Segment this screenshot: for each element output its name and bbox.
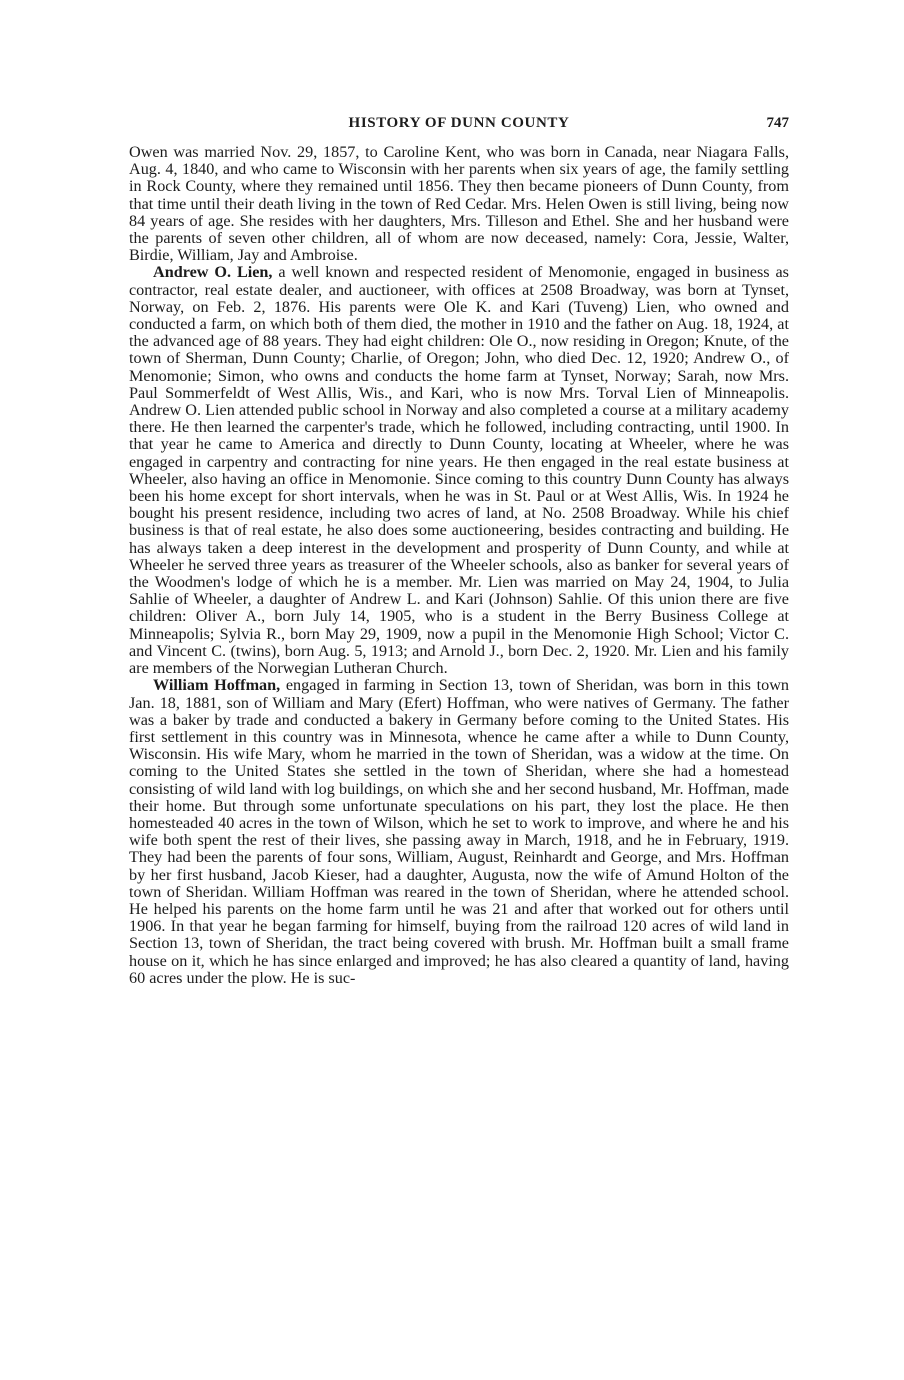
running-header — [129, 113, 789, 135]
running-title: HISTORY OF DUNN COUNTY — [348, 115, 570, 131]
page-number: 747 — [766, 115, 789, 131]
paragraph-lead: Andrew O. Lien, — [153, 263, 273, 282]
paragraph-andrew-lien — [129, 264, 789, 677]
paragraph-text: a well known and respected resident of Menomonie, engaged in business as contractor, real estate dealer, and auctioneer, with offices at 2508 Broadway, was born at Tynset, Norway, on Feb. 2, 1876. His parents were Ole K. and Kari (Tuveng) Lien, who owned and conducted a farm, on which both of them died, the mother in 1910 and the father on Aug. 18, 1924, at the advanced age of 88 years. They had eight children: Ole O., now residing in Oregon; Knute, of the town of Sherman, Dunn County; Charlie, of Oregon; John, who died Dec. 12, 1920; Andrew O., of Menomonie; Simon, who owns and conducts the home farm at Tynset, Norway; Sarah, now Mrs. Paul Sommerfeldt of West Allis, Wis., and Kari, who is now Mrs. Torval Lien of Minneapolis. Andrew O. Lien attended public school in Norway and also completed a course at a military academy there. He then learned the carpenter's trade, which he followed, including contracting, until 1900. In that year he came to America and directly to Dunn County, locating at Wheeler, where he was engaged in carpentry and contracting for nine years. He then engaged in the real estate business at Wheeler, also having an office in Menomonie. Since coming to this country Dunn County has always been his home except for short intervals, when he was in St. Paul or at West Allis, Wis. In 1924 he bought his present residence, including two acres of land, at No. 2508 Broadway. While his chief business is that of real estate, he also does some auctioneering, besides contracting and building. He has always taken a deep interest in the development and prosperity of Dunn County, and while at Wheeler he served three years as treasurer of the Wheeler schools, also as banker for several years of the Woodmen's lodge of which he is a member. Mr. Lien was married on May 24, 1904, to Julia Sahlie of Wheeler, a daughter of Andrew L. and Kari (Johnson) Sahlie. Of this union there are five children: Oliver A., born July 14, 1905, who is a student in the Berry Business College at Minneapolis; Sylvia R., born May 29, 1909, now a pupil in the Menomonie High School; Victor C. and Vincent C. (twins), born Aug. 5, 1913; and Arnold J., born Dec. 2, 1920. Mr. Lien and his family are members of the Norwegian Lutheran Church. — [129, 263, 789, 678]
paragraph-william-hoffman — [129, 677, 789, 987]
paragraph-lead: William Hoffman, — [153, 676, 281, 695]
paragraph-owen — [129, 144, 789, 264]
body-text — [129, 144, 789, 987]
paragraph-text: Owen was married Nov. 29, 1857, to Caroline Kent, who was born in Canada, near Niagara Falls, Aug. 4, 1840, and who came to Wisconsin with her parents when six years of age, the family settling in Rock County, where they remained until 1856. They then became pioneers of Dunn County, from that time until their death living in the town of Red Cedar. Mrs. Helen Owen is still living, being now 84 years of age. She resides with her daughters, Mrs. Tilleson and Ethel. She and her husband were the parents of seven other children, all of whom are now deceased, namely: Cora, Jessie, Walter, Birdie, William, Jay and Ambroise. — [129, 143, 789, 265]
paragraph-text: engaged in farming in Section 13, town of Sheridan, was born in this town Jan. 18, 1881, son of William and Mary (Efert) Hoffman, who were natives of Germany. The father was a baker by trade and conducted a bakery in Germany before coming to the United States. His first settlement in this country was in Minnesota, whence he came after a while to Dunn County, Wisconsin. His wife Mary, whom he married in the town of Sheridan, was a widow at the time. On coming to the United States she settled in the town of Sheridan, where she had a homestead consisting of wild land with log buildings, on which she and her second husband, Mr. Hoffman, made their home. But through some unfortunate speculations on his part, they lost the place. He then homesteaded 40 acres in the town of Wilson, which he set to work to improve, and where he and his wife both spent the rest of their lives, she passing away in March, 1918, and he in February, 1919. They had been the parents of four sons, William, August, Reinhardt and George, and Mrs. Hoffman by her first husband, Jacob Kieser, had a daughter, Augusta, now the wife of Amund Holton of the town of Sheridan. William Hoffman was reared in the town of Sheridan, where he attended school. He helped his parents on the home farm until he was 21 and after that worked out for others until 1906. In that year he began farming for himself, buying from the railroad 120 acres of wild land in Section 13, town of Sheridan, the tract being covered with brush. Mr. Hoffman built a small frame house on it, which he has since enlarged and improved; he has also cleared a quantity of land, having 60 acres under the plow. He is suc- — [129, 676, 789, 987]
